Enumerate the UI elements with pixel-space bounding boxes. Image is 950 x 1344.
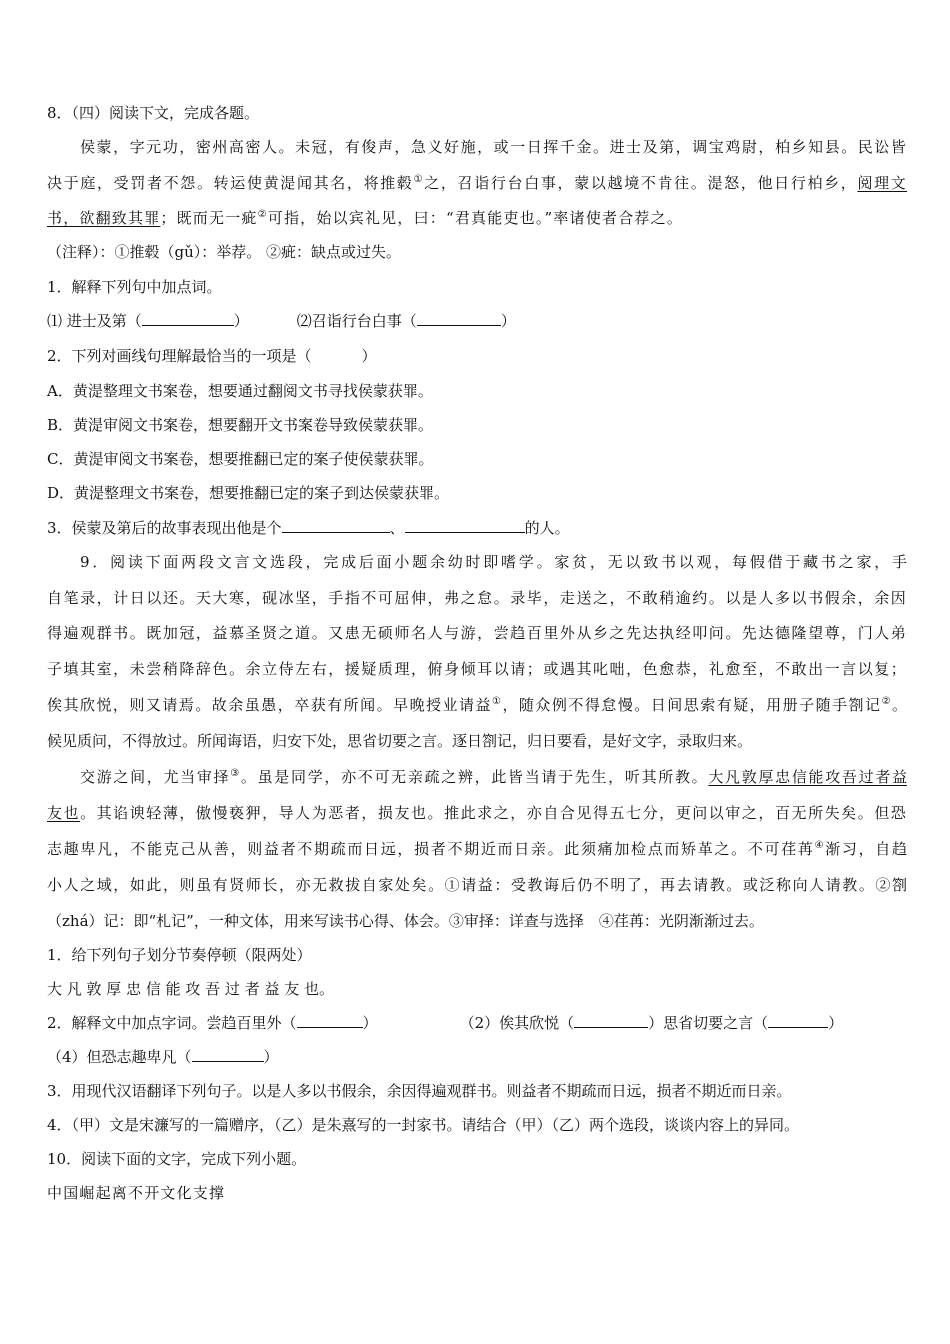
option-a: A．黄湜整理文书案卷，想要通过翻阅文书寻找侯蒙获罪。 xyxy=(47,382,433,400)
q9-passage-line-1: 9．阅读下面两段文言文选段，完成后面小题余幼时即嗜学。家贫，无以致书以观，每假借于藏书之家，手 xyxy=(80,553,907,571)
q8-passage-l2-b: 之，召诣行台白事，蒙以越境不肯往。湜怒，他日行柏乡， xyxy=(424,174,858,192)
underlined-sentence-part-1: 阅理文 xyxy=(857,174,908,192)
q8-sub1-prompt: 1．解释下列句中加点词。 xyxy=(47,278,222,296)
q8-sub2-text: 2．下列对画线句理解最恰当的一项是（ xyxy=(47,347,312,365)
q8-passage-line-1: 侯蒙，字元功，密州高密人。未冠，有俊声，急义好施，或一日挥千金。进士及第，调宝鸡尉，柏乡知县。民讼皆 xyxy=(80,138,907,156)
q8-title: 8．（四）阅读下文，完成各题。 xyxy=(47,104,260,122)
q9-sub2-item-d-line xyxy=(47,1046,907,1068)
note-mark-2: ② xyxy=(881,696,892,707)
note-mark-1: ① xyxy=(492,696,503,707)
q9-sub2-item-d: （4）但恐志趣卑凡（ xyxy=(47,1048,192,1066)
paren-close: ） xyxy=(362,1014,378,1032)
answer-blank[interactable] xyxy=(768,1013,828,1028)
q9-passage-line-2: 自笔录，计日以还。天大寒，砚冰坚，手指不可屈伸，弗之怠。录毕，走送之，不敢稍逾约。以是人多以书假余，余因 xyxy=(47,589,907,607)
q9-passage-line-9 xyxy=(47,838,907,860)
option-d: D．黄湜整理文书案卷，想要推翻已定的案子到达侯蒙获罪。 xyxy=(47,484,450,502)
q8-sub1-item-b: ⑵召诣行台白事（ xyxy=(296,312,417,330)
q8-sub3-sep: 、 xyxy=(389,519,405,537)
q8-passage-l3-b: 可指，始以宾礼见，曰：“君真能吏也。”率诸使者合荐之。 xyxy=(267,209,684,227)
q8-passage-line-3 xyxy=(47,207,907,229)
underlined-sentence-part-1: 大凡敦厚忠信能攻吾过者益 xyxy=(708,768,907,786)
option-b: B．黄湜审阅文书案卷，想要翻开文书案卷导致侯蒙获罪。 xyxy=(47,416,434,434)
q9-sub3-prompt: 3．用现代汉语翻译下列句子。以是人多以书假余，余因得遍观群书。则益者不期疏而日远，损者不期近而日亲。 xyxy=(47,1082,792,1100)
q9-sub4-prompt: 4．（甲）文是宋濂写的一篇赠序，（乙）是朱熹写的一封家书。请结合（甲）（乙）两个选段，谈谈内容上的异同。 xyxy=(47,1116,800,1134)
note-mark-4: ④ xyxy=(814,840,826,851)
underlined-sentence-part-2: 书，欲翻致其罪 xyxy=(47,209,161,227)
q9-l9-a: 志趣卑凡，不能克己从善，则益者不期疏而日远，损者不期近而日亲。此须痛加检点而矫革之。不可荏苒 xyxy=(47,840,815,858)
answer-blank[interactable] xyxy=(282,518,390,533)
option-c: C．黄湜审阅文书案卷，想要推翻已定的案子使侯蒙获罪。 xyxy=(47,450,434,468)
q9-sub2-item-a: 2．解释文中加点字词。尝趋百里外（ xyxy=(47,1014,297,1032)
q9-passage-line-6: 候见质问，不得放过。所闻诲语，归安下处，思省切要之言。逐日劄记，归日要看，是好文字，录取归来。 xyxy=(47,732,753,750)
q9-passage-line-3: 得遍观群书。既加冠，益慕圣贤之道。又患无硕师名人与游，尝趋百里外从乡之先达执经叩问。先达德隆望尊，门人弟 xyxy=(47,624,907,642)
note-mark-2: ② xyxy=(257,209,268,220)
q9-sub2-item-c: ）思省切要之言（ xyxy=(648,1014,769,1032)
paren-close: ） xyxy=(828,1014,844,1032)
q10-title: 10．阅读下面的文字，完成下列小题。 xyxy=(47,1150,307,1168)
q8-sub1-items xyxy=(47,310,907,332)
answer-blank[interactable] xyxy=(574,1013,648,1028)
q9-sub2-item-b: （2）俟其欣悦（ xyxy=(459,1014,575,1032)
q8-annotation: （注释）：①推毂（gǔ）：举荐。 ②疵：缺点或过失。 xyxy=(47,243,402,261)
q9-l5-b: ，随众例不得怠慢。日间思索有疑，用册子随手劄记 xyxy=(502,696,882,714)
q9-passage-line-5 xyxy=(47,694,907,716)
q9-annotation: （zhá）记：即“札记”，一种文体，用来写读书心得、体会。③审择：详查与选择 ④荏苒：光阴渐渐过去。 xyxy=(47,912,764,930)
paren-close: ） xyxy=(500,312,516,330)
answer-blank[interactable] xyxy=(142,311,234,326)
q9-sub1-sentence: 大 凡 敦 厚 忠 信 能 攻 吾 过 者 益 友 也。 xyxy=(47,980,334,998)
q9-sub1-prompt: 1．给下列句子划分节奏停顿（限两处） xyxy=(47,946,312,964)
q9-sub2-items xyxy=(47,1012,907,1034)
q9-passage-line-10: 小人之域，如此，则虽有贤师长，亦无救拔自家处矣。①请益：受教诲后仍不明了，再去请教。或泛称向人请教。②劄 xyxy=(47,876,907,894)
answer-blank[interactable] xyxy=(417,311,501,326)
answer-blank[interactable] xyxy=(192,1047,264,1062)
q9-l7-a: 交游之间，尤当审择 xyxy=(80,768,231,786)
q9-passage-line-4: 子填其室，未尝稍降辞色。余立侍左右，援疑质理，俯身倾耳以请；或遇其叱咄，色愈恭，礼愈至，不敢出一言以复； xyxy=(47,660,907,678)
paren-close: ） xyxy=(233,312,249,330)
q8-sub3-text: 3．侯蒙及第后的故事表现出他是个 xyxy=(47,519,282,537)
q9-passage-line-8 xyxy=(47,802,907,824)
q8-passage-l3-a: ；既而无一疵 xyxy=(160,209,258,227)
q8-passage-line-2 xyxy=(47,172,907,194)
note-mark-1: ① xyxy=(413,174,425,185)
paren-close: ） xyxy=(263,1048,279,1066)
q8-sub3-end: 的人。 xyxy=(524,519,570,537)
paren-close: ） xyxy=(361,347,377,365)
q9-passage-line-7 xyxy=(80,766,907,788)
underlined-sentence-part-2: 友也 xyxy=(47,804,81,822)
q8-passage-l2-a: 决于庭，受罚者不怨。转运使黄湜闻其名，将推毂 xyxy=(47,174,414,192)
q9-l9-b: 渐习，自趋 xyxy=(825,840,907,858)
q8-sub2-prompt xyxy=(47,345,907,367)
answer-blank[interactable] xyxy=(297,1013,363,1028)
q10-article-heading: 中国崛起离不开文化支撑 xyxy=(47,1184,226,1202)
q9-l5-c: 。 xyxy=(891,696,907,714)
q9-l8-a: 。其谄谀轻薄，傲慢亵狎，导人为恶者，损友也。推此求之，亦自合见得五七分，更问以审之，百无所失矣。但恐 xyxy=(80,804,907,822)
q8-sub1-item-a: ⑴ 进士及第（ xyxy=(47,312,142,330)
note-mark-3: ③ xyxy=(230,768,241,779)
q9-l5-a: 俟其欣悦，则又请焉。故余虽愚，卒获有所闻。早晚授业请益 xyxy=(47,696,492,714)
answer-blank[interactable] xyxy=(405,518,525,533)
q8-sub3-prompt xyxy=(47,517,907,539)
q9-l7-b: 。虽是同学，亦不可无亲疏之辨，此皆当请于先生，听其所教。 xyxy=(240,768,709,786)
